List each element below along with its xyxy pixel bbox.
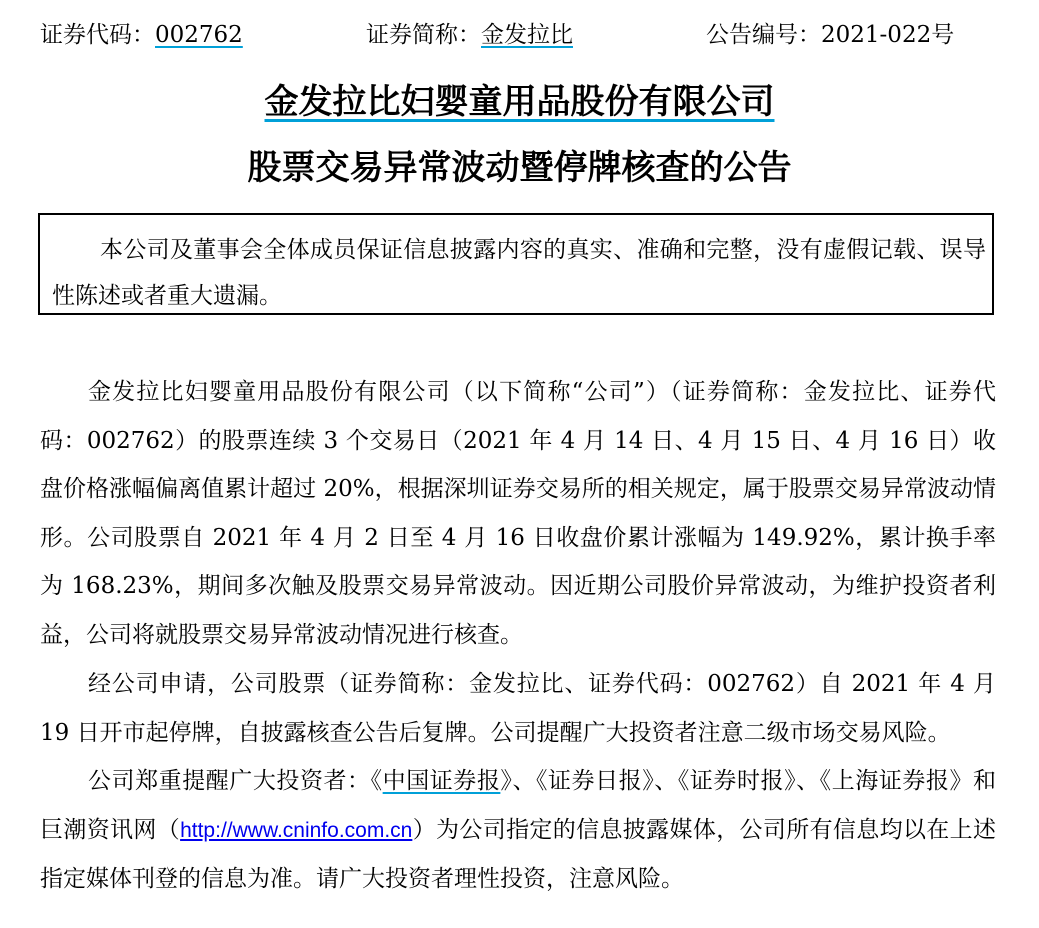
media-text-after: ）为公司指定的信息披露媒体，公司所有信息均以在上述指定媒体刊登的信息为准。请广大投资者理性投资，注意风险。 xyxy=(40,816,997,892)
cninfo-link[interactable]: http://www.cninfo.com.cn xyxy=(180,818,413,842)
media-china-securities-journal: 中国证券报 xyxy=(382,768,501,794)
paragraph-suspension: 经公司申请，公司股票（证券简称：金发拉比、证券代码：002762）自 2021 年 4 月 19 日开市起停牌，自披露核查公告后复牌。公司提醒广大投资者注意二级市场交易风险。 xyxy=(40,671,996,746)
stock-code-value: 002762 xyxy=(155,22,243,48)
stock-code xyxy=(40,18,243,52)
paragraph-media-reminder xyxy=(40,757,996,904)
stock-name xyxy=(366,18,573,52)
announcement-number xyxy=(706,18,954,52)
announcement-header xyxy=(40,18,1000,52)
announcement-number-value: 2021-022号 xyxy=(821,22,955,48)
stock-name-label: 证券简称： xyxy=(366,22,481,48)
company-title-text: 金发拉比妇婴童用品股份有限公司 xyxy=(264,82,775,122)
paragraph-abnormal-fluctuation: 金发拉比妇婴童用品股份有限公司（以下简称“公司”）（证券简称：金发拉比、证券代码：002762）的股票连续 3 个交易日（2021 年 4 月 14 日、4 月 15 日、4 月 16 日）收盘价格涨幅偏离值累计超过 20%，根据深圳证券交易所的相关规定，属于股票交易异常波动情形。公司股票自 2021 年 4 月 2 日至 4 月 16 日收盘价累计涨幅为 149.92%，累计换手率为 168.23%，期间多次触及股票交易异常波动。因近期公司股价异常波动，为维护投资者利益，公司将就股票交易异常波动情况进行核查。 xyxy=(40,379,996,648)
announcement-number-label: 公告编号： xyxy=(706,22,821,48)
media-text-middle: 》、《证券日报》、《证券时报》、《上海证券报》和巨潮资讯网（ xyxy=(40,768,997,843)
disclaimer-text: 本公司及董事会全体成员保证信息披露内容的真实、准确和完整，没有虚假记载、误导性陈述或者重大遗漏。 xyxy=(52,237,986,309)
disclaimer-box xyxy=(38,213,994,315)
media-text-before: 公司郑重提醒广大投资者：《 xyxy=(88,768,383,794)
stock-name-value: 金发拉比 xyxy=(481,22,573,48)
company-title xyxy=(0,78,1039,126)
stock-code-label: 证券代码： xyxy=(40,22,155,48)
announcement-subject: 股票交易异常波动暨停牌核查的公告 xyxy=(247,148,792,188)
